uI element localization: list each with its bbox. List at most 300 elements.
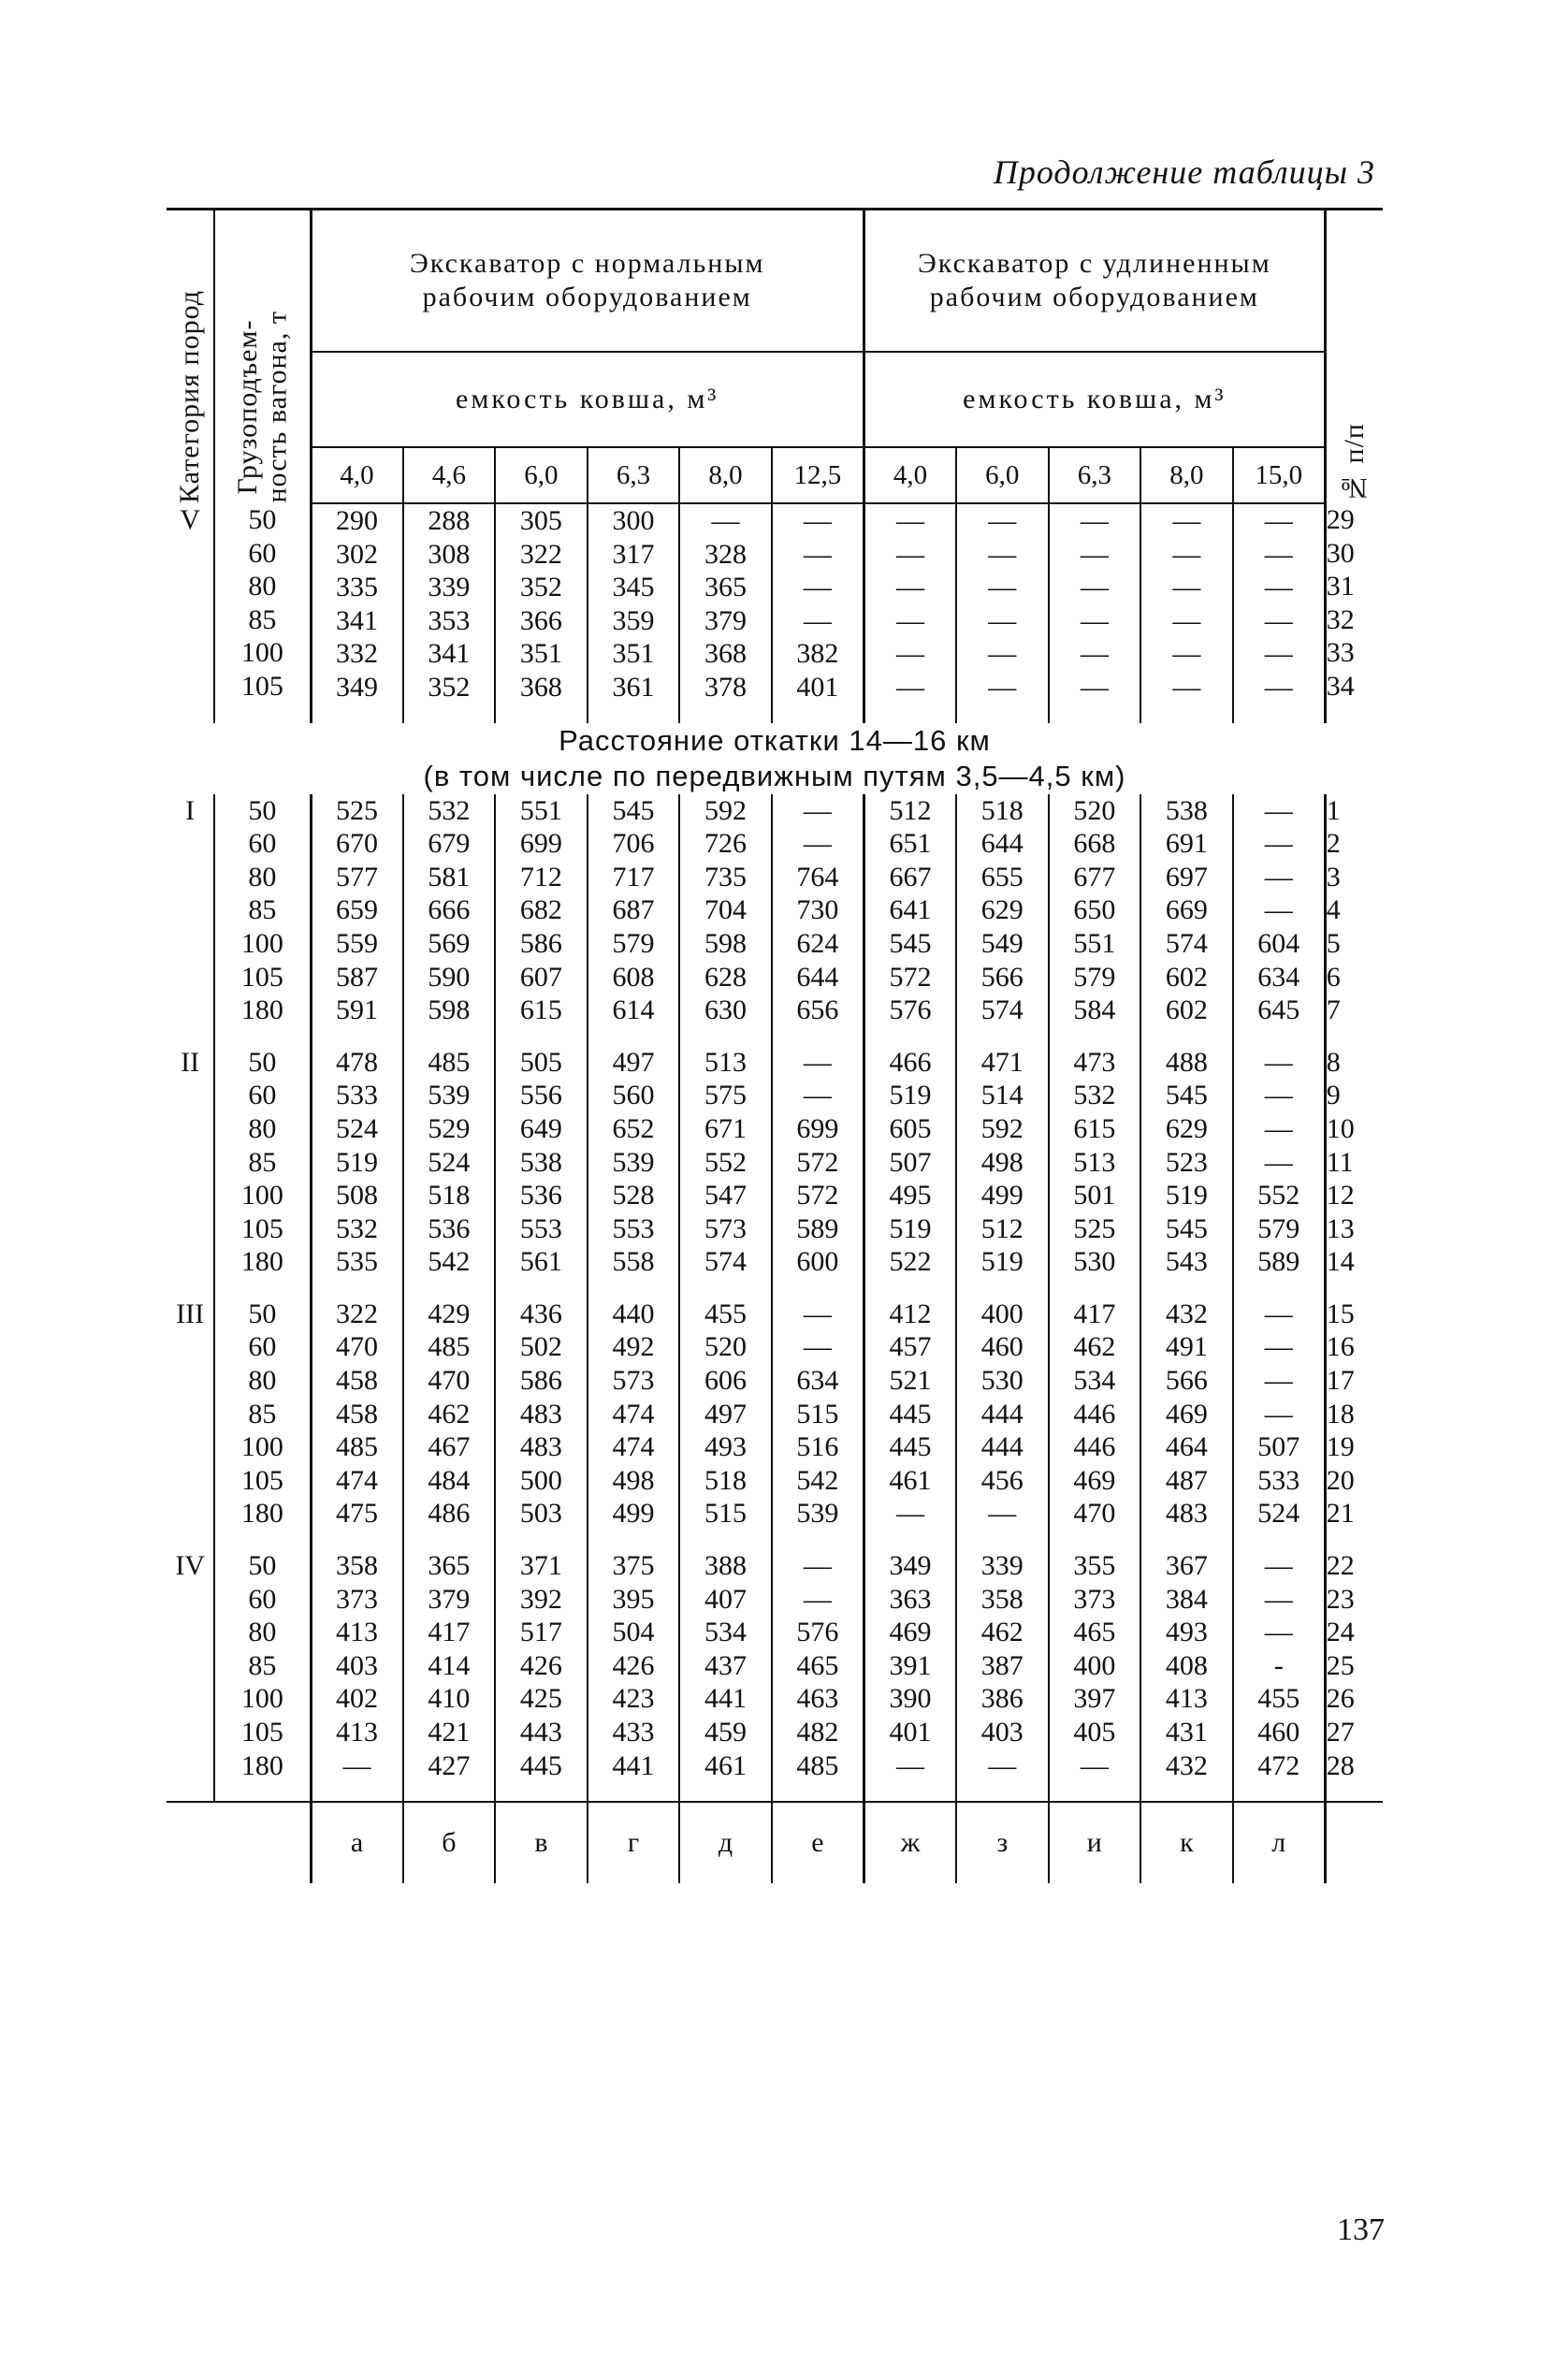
table-cell: 464 xyxy=(1165,1431,1208,1463)
table-cell: 501 xyxy=(1073,1180,1116,1212)
load-value: 60 xyxy=(248,1331,277,1363)
row-number: 16 xyxy=(1326,1331,1355,1363)
value-column-9 xyxy=(1049,1046,1141,1279)
table-cell: 367 xyxy=(1165,1550,1208,1582)
table-cell: 539 xyxy=(612,1146,655,1178)
table-continuation-caption: Продолжение таблицы 3 xyxy=(993,153,1375,191)
table-cell: 375 xyxy=(612,1550,655,1582)
load-value: 60 xyxy=(248,537,277,569)
load-value: 105 xyxy=(240,961,283,993)
value-column-1 xyxy=(311,1298,403,1531)
row-number: 9 xyxy=(1326,1080,1341,1111)
table-cell: 533 xyxy=(336,1080,379,1111)
row-number: 27 xyxy=(1326,1717,1355,1748)
load-value: 100 xyxy=(240,927,283,959)
gap-cell xyxy=(1233,1027,1326,1046)
load-column xyxy=(214,1549,311,1782)
table-cell: 535 xyxy=(336,1246,379,1278)
table-cell: 395 xyxy=(612,1583,655,1615)
table-cell: 575 xyxy=(704,1080,748,1111)
table-cell: 290 xyxy=(336,505,379,536)
capacity-6: 12,5 xyxy=(772,447,864,503)
row-number: 31 xyxy=(1326,571,1355,602)
table-cell: 590 xyxy=(428,961,471,993)
table-cell: — xyxy=(1264,1583,1293,1615)
table-cell: 602 xyxy=(1165,994,1208,1026)
table-cell: 444 xyxy=(980,1431,1024,1463)
gap-cell xyxy=(1325,704,1383,723)
table-cell: 517 xyxy=(519,1617,562,1648)
table-cell: 441 xyxy=(612,1749,655,1781)
table-cell: 687 xyxy=(612,894,655,926)
table-cell: 629 xyxy=(1165,1112,1208,1144)
table-cell: — xyxy=(1172,538,1201,570)
table-cell: — xyxy=(803,1583,832,1615)
table-cell: 355 xyxy=(1073,1550,1116,1582)
gap-cell xyxy=(772,1279,864,1298)
value-column-11 xyxy=(1233,503,1326,704)
excavator-output-table xyxy=(167,208,1383,1883)
table-cell: — xyxy=(1172,671,1201,703)
load-column xyxy=(214,503,311,704)
value-column-9 xyxy=(1049,794,1141,1027)
gap-cell xyxy=(956,1027,1049,1046)
table-cell: 566 xyxy=(1165,1365,1208,1397)
gap-cell xyxy=(1140,704,1233,723)
table-cell: 549 xyxy=(980,927,1024,959)
table-cell: 460 xyxy=(980,1331,1024,1363)
table-cell: 470 xyxy=(428,1365,471,1397)
table-cell: 485 xyxy=(336,1431,379,1463)
value-column-1 xyxy=(311,1046,403,1279)
table-cell: 413 xyxy=(336,1617,379,1648)
table-cell: 614 xyxy=(612,994,655,1026)
table-cell: 574 xyxy=(1165,927,1208,959)
table-cell: — xyxy=(1264,572,1293,603)
table-cell: — xyxy=(1080,638,1109,670)
value-column-4 xyxy=(588,794,680,1027)
gap-cell xyxy=(588,704,680,723)
value-column-7 xyxy=(864,503,956,704)
table-cell: 332 xyxy=(336,638,379,670)
table-cell: 493 xyxy=(704,1431,748,1463)
gap-cell xyxy=(1049,1782,1141,1802)
table-cell: 730 xyxy=(796,894,839,926)
table-cell: — xyxy=(1080,671,1109,703)
table-cell: 519 xyxy=(889,1080,932,1111)
table-cell: 608 xyxy=(612,961,655,993)
table-cell: — xyxy=(803,1550,832,1582)
table-cell: 366 xyxy=(519,604,562,636)
table-cell: 624 xyxy=(796,927,839,959)
table-cell: 339 xyxy=(980,1550,1024,1582)
table-cell: 530 xyxy=(1073,1246,1116,1278)
table-cell: 403 xyxy=(980,1717,1024,1748)
table-cell: 379 xyxy=(704,604,748,636)
table-cell: 459 xyxy=(704,1717,748,1748)
gap-cell xyxy=(1140,1279,1233,1298)
load-value: 60 xyxy=(248,1583,277,1615)
table-cell: 427 xyxy=(428,1749,471,1781)
table-cell: 519 xyxy=(980,1246,1024,1278)
table-cell: 598 xyxy=(704,927,748,959)
table-cell: 387 xyxy=(980,1649,1024,1681)
gap-cell xyxy=(311,1279,403,1298)
load-value: 80 xyxy=(248,571,277,602)
gap-cell xyxy=(495,704,588,723)
table-cell: — xyxy=(988,638,1017,670)
capacity-5: 8,0 xyxy=(679,447,772,503)
table-cell: — xyxy=(1264,1617,1293,1648)
gap-cell xyxy=(167,1027,214,1046)
table-cell: 462 xyxy=(980,1617,1024,1648)
load-value: 85 xyxy=(248,1398,277,1429)
value-column-3 xyxy=(495,1298,588,1531)
table-cell: 445 xyxy=(519,1749,562,1781)
table-cell: 305 xyxy=(519,505,562,536)
row-number: 15 xyxy=(1326,1298,1355,1329)
load-value: 105 xyxy=(240,1717,283,1748)
table-cell: 470 xyxy=(336,1331,379,1363)
table-cell: — xyxy=(803,538,832,570)
table-cell: 536 xyxy=(519,1180,562,1212)
row-number: 22 xyxy=(1326,1550,1355,1582)
table-cell: 518 xyxy=(428,1180,471,1212)
load-value: 100 xyxy=(240,1431,283,1463)
load-value: 180 xyxy=(240,1749,283,1781)
table-cell: 302 xyxy=(336,538,379,570)
table-cell: — xyxy=(1264,1046,1293,1078)
table-cell: 485 xyxy=(428,1331,471,1363)
table-cell: 485 xyxy=(796,1749,839,1781)
table-cell: 587 xyxy=(336,961,379,993)
gap-cell xyxy=(1049,1027,1141,1046)
table-cell: 521 xyxy=(889,1365,932,1397)
value-column-10 xyxy=(1140,1046,1233,1279)
table-cell: 361 xyxy=(612,671,655,703)
table-cell: 458 xyxy=(336,1398,379,1429)
value-column-2 xyxy=(403,1298,496,1531)
table-cell: 288 xyxy=(428,505,471,536)
table-cell: 392 xyxy=(519,1583,562,1615)
table-cell: 473 xyxy=(1073,1046,1116,1078)
table-cell: 379 xyxy=(428,1583,471,1615)
value-column-5 xyxy=(679,1549,772,1782)
table-cell: 444 xyxy=(980,1398,1024,1429)
gap-cell xyxy=(679,1531,772,1549)
table-cell: — xyxy=(803,1046,832,1078)
table-cell: — xyxy=(1264,505,1293,536)
table-cell: — xyxy=(1264,1365,1293,1397)
table-cell: — xyxy=(1172,638,1201,670)
table-cell: 524 xyxy=(1257,1498,1300,1530)
table-cell: — xyxy=(988,671,1017,703)
gap-cell xyxy=(1233,1782,1326,1802)
table-cell: 483 xyxy=(519,1398,562,1429)
row-number: 18 xyxy=(1326,1398,1355,1429)
table-cell: 515 xyxy=(796,1398,839,1429)
table-cell: 519 xyxy=(336,1146,379,1178)
row-number-column xyxy=(1325,1549,1383,1782)
table-cell: 607 xyxy=(519,961,562,993)
table-cell: 579 xyxy=(612,927,655,959)
table-cell: — xyxy=(988,505,1017,536)
load-value: 180 xyxy=(240,1498,283,1530)
value-column-11 xyxy=(1233,1549,1326,1782)
table-cell: — xyxy=(895,1749,924,1781)
table-cell: 539 xyxy=(796,1498,839,1530)
table-cell: 412 xyxy=(889,1298,932,1329)
table-cell: 659 xyxy=(336,894,379,926)
table-cell: 382 xyxy=(796,638,839,670)
table-cell: 365 xyxy=(428,1550,471,1582)
table-cell: — xyxy=(1172,604,1201,636)
gap-cell xyxy=(679,1279,772,1298)
row-number: 33 xyxy=(1326,637,1355,669)
load-column xyxy=(214,1298,311,1531)
row-number: 17 xyxy=(1326,1365,1355,1397)
capacity-1: 4,0 xyxy=(311,447,403,503)
gap-cell xyxy=(772,1782,864,1802)
bucket-capacity-normal: емкость ковша, м³ xyxy=(311,352,864,447)
table-cell: — xyxy=(1264,894,1293,926)
value-column-1 xyxy=(311,503,403,704)
gap-cell xyxy=(495,1531,588,1549)
table-cell: — xyxy=(895,638,924,670)
value-column-11 xyxy=(1233,794,1326,1027)
table-cell: 373 xyxy=(1073,1583,1116,1615)
row-number-column xyxy=(1325,794,1383,1027)
table-cell: 460 xyxy=(1257,1717,1300,1748)
table-cell: 641 xyxy=(889,894,932,926)
table-cell: 461 xyxy=(704,1749,748,1781)
table-cell: — xyxy=(1264,604,1293,636)
table-cell: 513 xyxy=(704,1046,748,1078)
table-cell: 423 xyxy=(612,1683,655,1715)
table-cell: 498 xyxy=(980,1146,1024,1178)
table-cell: 400 xyxy=(1073,1649,1116,1681)
value-column-6 xyxy=(772,503,864,704)
table-cell: 441 xyxy=(704,1683,748,1715)
load-value: 80 xyxy=(248,1112,277,1144)
category-header: Категория пород xyxy=(167,210,214,504)
table-cell: 525 xyxy=(1073,1212,1116,1244)
table-cell: 498 xyxy=(612,1464,655,1496)
table-cell: 581 xyxy=(428,861,471,892)
table-cell: 471 xyxy=(980,1046,1024,1078)
value-column-3 xyxy=(495,1046,588,1279)
column-letter-4: г xyxy=(588,1802,680,1883)
table-cell: — xyxy=(1264,1398,1293,1429)
row-number: 21 xyxy=(1326,1498,1355,1530)
table-cell: 573 xyxy=(704,1212,748,1244)
table-cell: — xyxy=(1264,794,1293,826)
value-column-2 xyxy=(403,503,496,704)
value-column-5 xyxy=(679,503,772,704)
table-cell: 668 xyxy=(1073,828,1116,860)
value-column-9 xyxy=(1049,1549,1141,1782)
table-cell: 443 xyxy=(519,1717,562,1748)
table-cell: 545 xyxy=(1165,1080,1208,1111)
table-cell: — xyxy=(1264,538,1293,570)
table-cell: 466 xyxy=(889,1046,932,1078)
table-cell: 536 xyxy=(428,1212,471,1244)
row-number: 28 xyxy=(1326,1749,1355,1781)
table-cell: — xyxy=(988,1749,1017,1781)
table-cell: - xyxy=(1273,1649,1284,1681)
table-cell: 308 xyxy=(428,538,471,570)
row-number-column xyxy=(1325,1046,1383,1279)
table-cell: — xyxy=(803,794,832,826)
row-number: 6 xyxy=(1326,961,1341,993)
table-cell: 512 xyxy=(889,794,932,826)
table-cell: — xyxy=(895,538,924,570)
value-column-8 xyxy=(956,1046,1049,1279)
table-cell: 539 xyxy=(428,1080,471,1111)
gap-cell xyxy=(588,1027,680,1046)
value-column-11 xyxy=(1233,1298,1326,1531)
table-cell: — xyxy=(1080,572,1109,603)
table-cell: 373 xyxy=(336,1583,379,1615)
category-name: IV xyxy=(167,1549,214,1782)
gap-cell xyxy=(1233,1279,1326,1298)
capacity-4: 6,3 xyxy=(588,447,680,503)
table-cell: 645 xyxy=(1257,994,1300,1026)
table-cell: 474 xyxy=(612,1431,655,1463)
value-column-6 xyxy=(772,794,864,1027)
table-cell: 576 xyxy=(796,1617,839,1648)
block-gap xyxy=(167,1279,1383,1298)
table-cell: 558 xyxy=(612,1246,655,1278)
table-cell: 426 xyxy=(612,1649,655,1681)
gap-cell xyxy=(1233,1531,1326,1549)
category-block xyxy=(167,1298,1383,1531)
section-title-line: Расстояние откатки 14—16 км xyxy=(559,723,991,757)
row-number-column xyxy=(1325,503,1383,704)
column-letter-8: з xyxy=(956,1802,1049,1883)
table-cell: 384 xyxy=(1165,1583,1208,1615)
value-column-8 xyxy=(956,1549,1049,1782)
table-cell: 547 xyxy=(704,1180,748,1212)
gap-cell xyxy=(1325,1782,1383,1802)
load-value: 60 xyxy=(248,828,277,860)
table-cell: 493 xyxy=(1165,1617,1208,1648)
value-column-3 xyxy=(495,503,588,704)
value-column-7 xyxy=(864,1046,956,1279)
table-cell: 505 xyxy=(519,1046,562,1078)
table-cell: — xyxy=(1080,538,1109,570)
table-cell: 561 xyxy=(519,1246,562,1278)
table-cell: 574 xyxy=(704,1246,748,1278)
table-cell: 446 xyxy=(1073,1398,1116,1429)
table-cell: 551 xyxy=(1073,927,1116,959)
gap-cell xyxy=(864,1782,956,1802)
category-name: III xyxy=(167,1298,214,1531)
row-number: 29 xyxy=(1326,504,1355,535)
table-cell: 542 xyxy=(428,1246,471,1278)
column-letter-7: ж xyxy=(864,1802,956,1883)
table-cell: 579 xyxy=(1257,1212,1300,1244)
table-cell: — xyxy=(1264,671,1293,703)
table-cell: 556 xyxy=(519,1080,562,1111)
table-cell: 576 xyxy=(889,994,932,1026)
table-cell: 499 xyxy=(612,1498,655,1530)
table-cell: 615 xyxy=(1073,1112,1116,1144)
column-letters-row xyxy=(167,1802,1383,1883)
table-cell: 455 xyxy=(704,1298,748,1329)
table-cell: 679 xyxy=(428,828,471,860)
gap-cell xyxy=(1140,1027,1233,1046)
normal-equipment-header: Экскаватор с нормальным рабочим оборудованием xyxy=(311,210,864,353)
table-cell: 538 xyxy=(519,1146,562,1178)
table-cell: 351 xyxy=(519,638,562,670)
capacity-7: 4,0 xyxy=(864,447,956,503)
table-cell: 491 xyxy=(1165,1331,1208,1363)
table-cell: 425 xyxy=(519,1683,562,1715)
load-value: 100 xyxy=(240,1683,283,1715)
load-value: 100 xyxy=(240,1180,283,1212)
column-letter-1: а xyxy=(311,1802,403,1883)
table-cell: 545 xyxy=(889,927,932,959)
gap-cell xyxy=(403,1531,496,1549)
table-cell: 652 xyxy=(612,1112,655,1144)
table-cell: 483 xyxy=(1165,1498,1208,1530)
table-cell: — xyxy=(1080,1749,1109,1781)
category-block xyxy=(167,503,1383,704)
table-cell: 456 xyxy=(980,1464,1024,1496)
table-cell: 559 xyxy=(336,927,379,959)
row-number: 8 xyxy=(1326,1046,1341,1078)
table-cell: 656 xyxy=(796,994,839,1026)
table-cell: 437 xyxy=(704,1649,748,1681)
category-name: II xyxy=(167,1046,214,1279)
load-value: 180 xyxy=(240,994,283,1026)
row-number: 26 xyxy=(1326,1683,1355,1715)
table-cell: 508 xyxy=(336,1180,379,1212)
load-value: 85 xyxy=(248,603,277,635)
table-cell: 388 xyxy=(704,1550,748,1582)
value-column-2 xyxy=(403,794,496,1027)
table-cell: 417 xyxy=(428,1617,471,1648)
gap-cell xyxy=(403,1782,496,1802)
value-column-4 xyxy=(588,1298,680,1531)
table-cell: 328 xyxy=(704,538,748,570)
row-number: 10 xyxy=(1326,1112,1355,1144)
row-number: 11 xyxy=(1326,1146,1354,1178)
load-value: 50 xyxy=(248,504,277,535)
gap-cell xyxy=(311,704,403,723)
section-title-row xyxy=(167,723,1383,794)
table-cell: 566 xyxy=(980,961,1024,993)
table-cell: 410 xyxy=(428,1683,471,1715)
load-value: 60 xyxy=(248,1080,277,1111)
table-cell: 349 xyxy=(889,1550,932,1582)
table-cell: 602 xyxy=(1165,961,1208,993)
row-number: 24 xyxy=(1326,1617,1355,1648)
table-cell: 579 xyxy=(1073,961,1116,993)
column-letter-5: д xyxy=(679,1802,772,1883)
table-cell: 405 xyxy=(1073,1717,1116,1748)
table-cell: — xyxy=(1172,572,1201,603)
table-cell: 586 xyxy=(519,1365,562,1397)
value-column-10 xyxy=(1140,1298,1233,1531)
value-column-10 xyxy=(1140,1549,1233,1782)
table-cell: 507 xyxy=(1257,1431,1300,1463)
load-column xyxy=(214,1046,311,1279)
table-cell: 605 xyxy=(889,1112,932,1144)
table-cell: 552 xyxy=(704,1146,748,1178)
value-column-10 xyxy=(1140,503,1233,704)
